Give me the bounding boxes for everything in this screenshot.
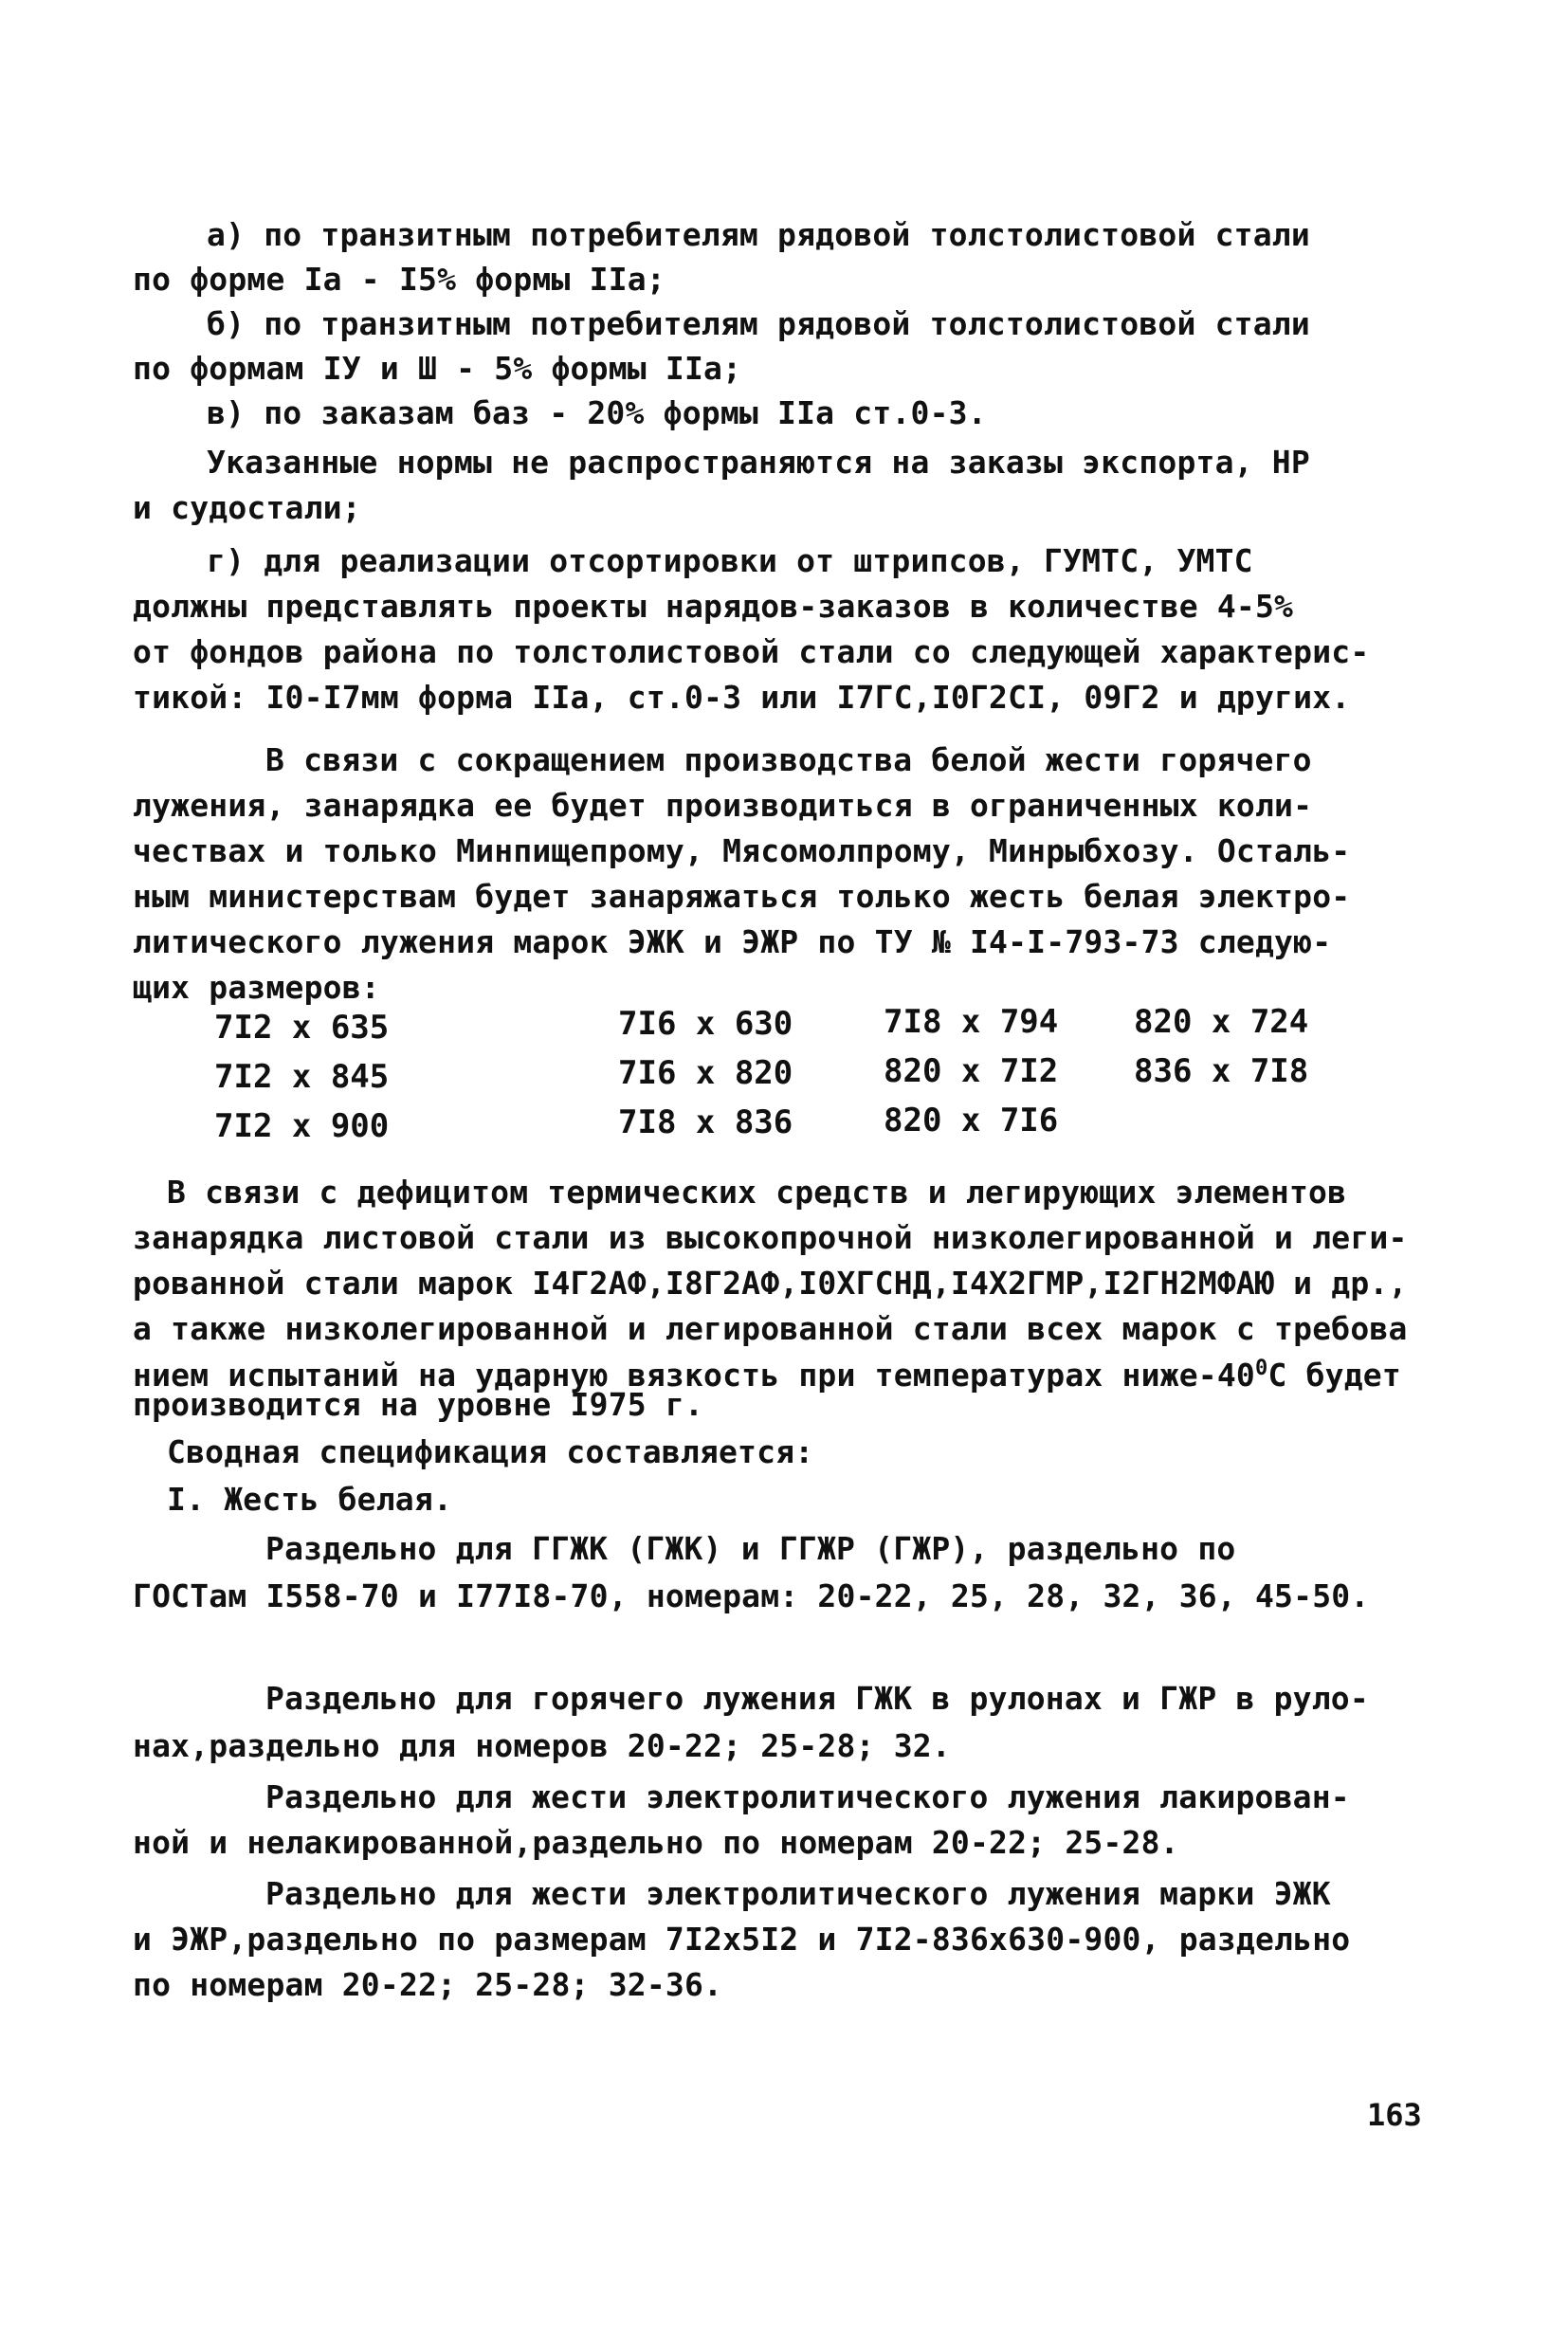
text-line: должны представлять проекты нарядов-заказов в количестве 4-5%	[133, 588, 1294, 625]
text-line: Раздельно для жести электролитического лужения лакирован-	[265, 1778, 1350, 1815]
text-line: б) по транзитным потребителям рядовой толстолистовой стали	[207, 305, 1310, 342]
text-line: щих размеров:	[133, 969, 380, 1006]
text-line: Указанные нормы не распространяются на заказы экспорта, НР	[207, 444, 1310, 481]
text-line: занарядка листовой стали из высокопрочной низколегированной и леги-	[133, 1219, 1408, 1256]
text-line: лужения, занарядка ее будет производиться в ограниченных коли-	[133, 787, 1313, 824]
degree-superscript: 0	[1255, 1357, 1268, 1380]
size-entry: 7I6 х 820	[618, 1054, 793, 1092]
text-line: Раздельно для горячего лужения ГЖК в рулонах и ГЖР в руло-	[265, 1680, 1369, 1717]
text-line: по форме Iа - I5% формы IIа;	[133, 261, 665, 298]
text-line: В связи с дефицитом термических средств и легирующих элементов	[167, 1174, 1347, 1211]
text-line: ной и нелакированной,раздельно по номерам 20-22; 25-28.	[133, 1824, 1179, 1861]
size-entry: 7I8 х 794	[884, 1003, 1059, 1041]
text-line: литического лужения марок ЭЖК и ЭЖР по ТУ № I4-I-793-73 следую-	[133, 923, 1332, 960]
text-line: Раздельно для жести электролитического лужения марки ЭЖК	[265, 1875, 1331, 1912]
size-entry: 7I6 х 630	[618, 1005, 793, 1043]
text-line: и судостали;	[133, 489, 361, 526]
temperature-text: нием испытаний на ударную вязкость при температурах ниже-40	[133, 1357, 1255, 1394]
text-line: В связи с сокращением производства белой жести горячего	[265, 741, 1312, 778]
text-line: ГОСТам I558-70 и I77I8-70, номерам: 20-22, 25, 28, 32, 36, 45-50.	[133, 1577, 1370, 1614]
size-entry: 836 х 7I8	[1134, 1052, 1309, 1090]
text-line: чествах и только Минпищепрому, Мясомолпрому, Минрыбхозу. Осталь-	[133, 832, 1351, 869]
size-entry: 7I2 х 635	[214, 1009, 390, 1047]
text-line: г) для реализации отсортировки от штрипсов, ГУМТС, УМТС	[207, 542, 1253, 579]
size-entry: 820 х 7I2	[884, 1052, 1059, 1090]
text-line: по номерам 20-22; 25-28; 32-36.	[133, 1966, 723, 2003]
text-line: а также низколегированной и легированной стали всех марок с требова	[133, 1310, 1408, 1347]
text-line: нах,раздельно для номеров 20-22; 25-28; 32.	[133, 1727, 951, 1764]
section-subheading: I. Жесть белая.	[167, 1481, 453, 1518]
text-line: рованной стали марок I4Г2АФ,I8Г2АФ,I0ХГСНД,I4Х2ГМР,I2ГН2МФАЮ и др.,	[133, 1265, 1408, 1302]
text-line: и ЭЖР,раздельно по размерам 7I2х5I2 и 7I2-836х630-900, раздельно	[133, 1921, 1351, 1958]
text-line: а) по транзитным потребителям рядовой толстолистовой стали	[207, 216, 1310, 253]
section-heading: Сводная спецификация составляется:	[167, 1433, 814, 1470]
text-line: ным министерствам будет занаряжаться только жесть белая электро-	[133, 878, 1351, 915]
size-entry: 820 х 7I6	[884, 1102, 1059, 1139]
text-line: от фондов района по толстолистовой стали со следующей характерис-	[133, 633, 1370, 670]
size-entry: 820 х 724	[1134, 1003, 1309, 1041]
text-line: в) по заказам баз - 20% формы IIа ст.0-3.	[207, 394, 987, 431]
size-entry: 7I8 х 836	[618, 1103, 793, 1141]
text-line: по формам IУ и Ш - 5% формы IIа;	[133, 350, 742, 387]
size-entry: 7I2 х 845	[214, 1058, 390, 1096]
size-entry: 7I2 х 900	[214, 1107, 390, 1145]
text-line: производится на уровне I975 г.	[133, 1386, 704, 1423]
temperature-unit: С будет	[1267, 1357, 1401, 1394]
page-number: 163	[1367, 2097, 1422, 2133]
text-line: тикой: I0-I7мм форма IIа, ст.0-3 или I7ГС,I0Г2СI, 09Г2 и других.	[133, 679, 1351, 716]
text-line: Раздельно для ГГЖК (ГЖК) и ГГЖР (ГЖР), раздельно по	[265, 1530, 1236, 1567]
